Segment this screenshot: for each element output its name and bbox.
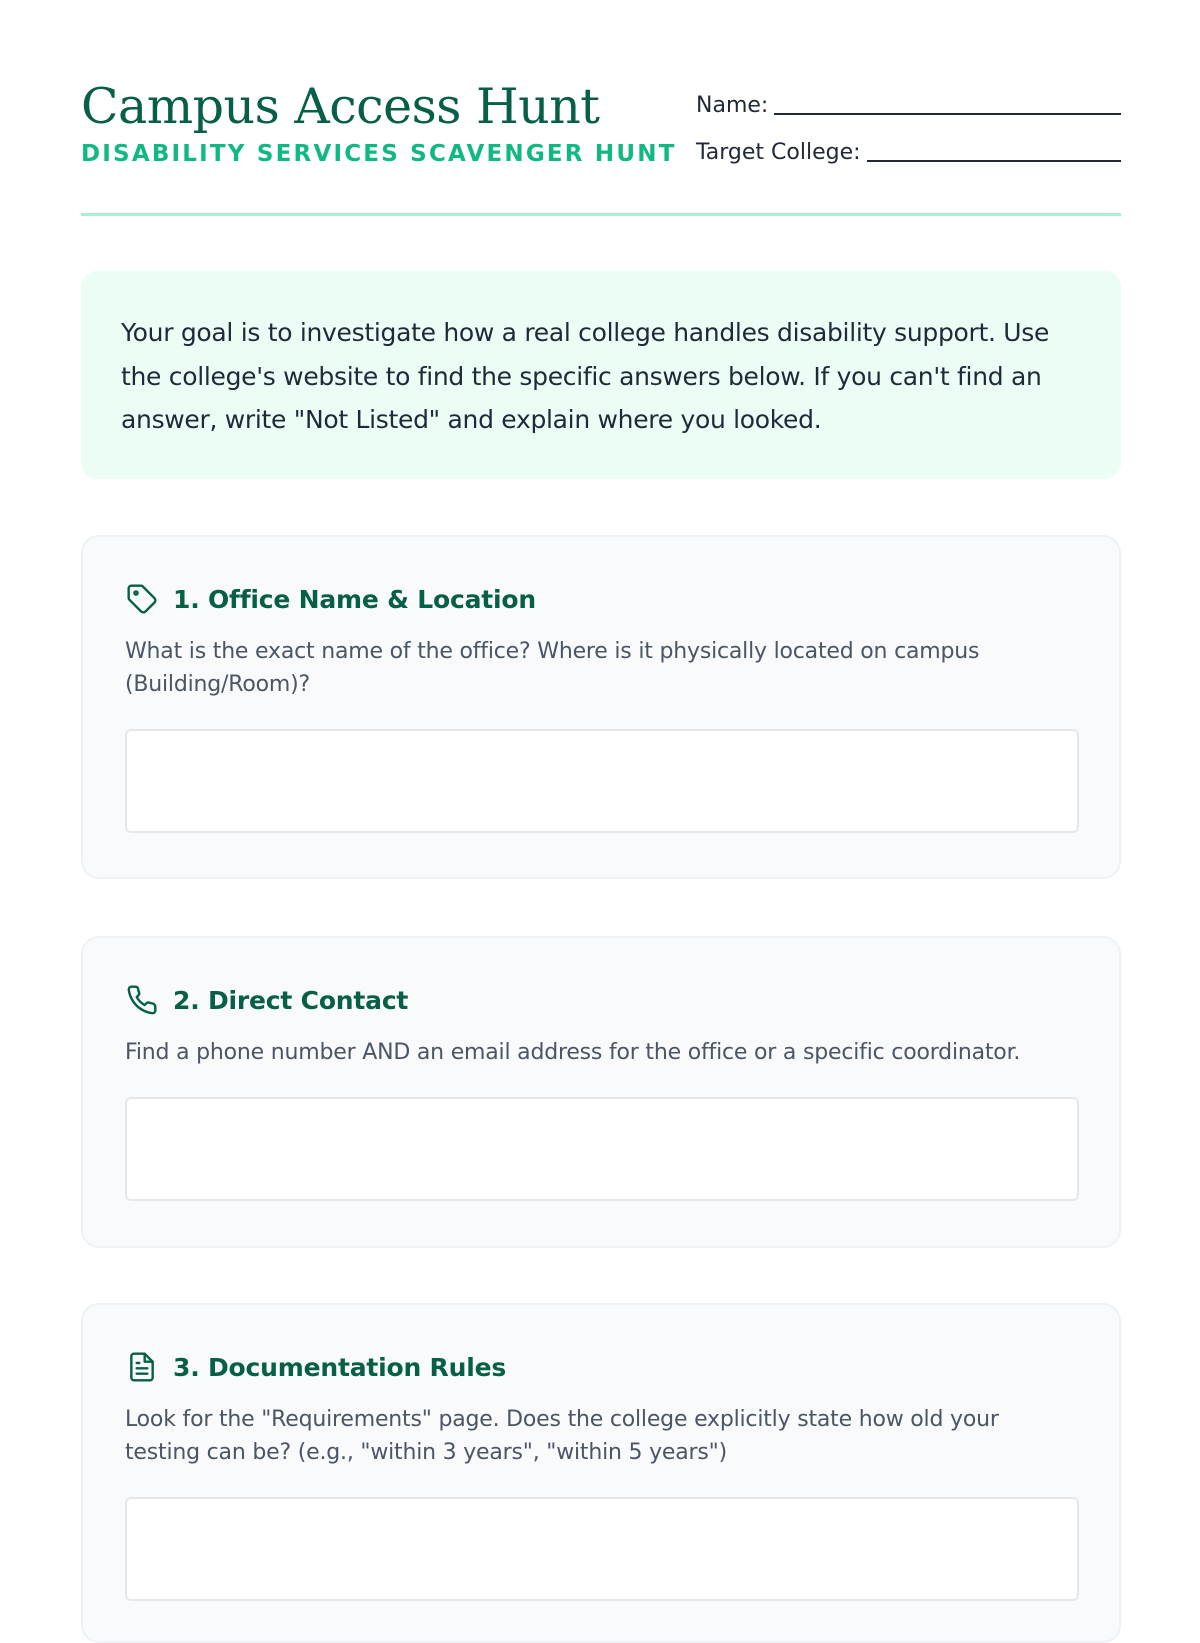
name-blank-line[interactable] [774,89,1121,115]
worksheet-page [81,0,1121,1465]
question-header [125,1347,1077,1387]
question-title: 2. Direct Contact [173,985,409,1015]
tag-icon [125,582,159,616]
worksheet-header [81,0,1121,216]
name-row [696,88,1121,118]
question-card-contact [81,936,1121,1248]
answer-box-contact[interactable] [125,1097,1079,1201]
question-description: What is the exact name of the office? Where is it physically located on campus (Building/Room)? [125,639,980,697]
question-card-office [81,535,1121,879]
page-title: Campus Access Hunt [81,78,600,135]
answer-box-office[interactable] [125,729,1079,833]
page-subtitle: DISABILITY SERVICES SCAVENGER HUNT [81,141,677,167]
document-icon [125,1350,159,1384]
answer-box-documentation[interactable] [125,1497,1079,1601]
question-card-documentation [81,1303,1121,1643]
name-label: Name: [696,93,769,118]
phone-icon [125,983,159,1017]
student-info [696,88,1121,182]
college-blank-line[interactable] [867,136,1121,162]
college-row [696,135,1121,165]
question-title: 1. Office Name & Location [173,584,536,614]
intro-text: Your goal is to investigate how a real college handles disability support. Use the college's website to find the specific answers below. If you can't find an answer, write "Not Listed" and explain where you looked. [121,318,1050,434]
question-header [125,579,1077,619]
intro-callout [81,271,1121,479]
question-description: Look for the "Requirements" page. Does the college explicitly state how old your testing can be? (e.g., "within 3 years", "within 5 years") [125,1407,999,1465]
question-title: 3. Documentation Rules [173,1352,507,1382]
question-description: Find a phone number AND an email address for the office or a specific coordinator. [125,1040,1021,1065]
question-header [125,980,1077,1020]
college-label: Target College: [696,140,861,165]
